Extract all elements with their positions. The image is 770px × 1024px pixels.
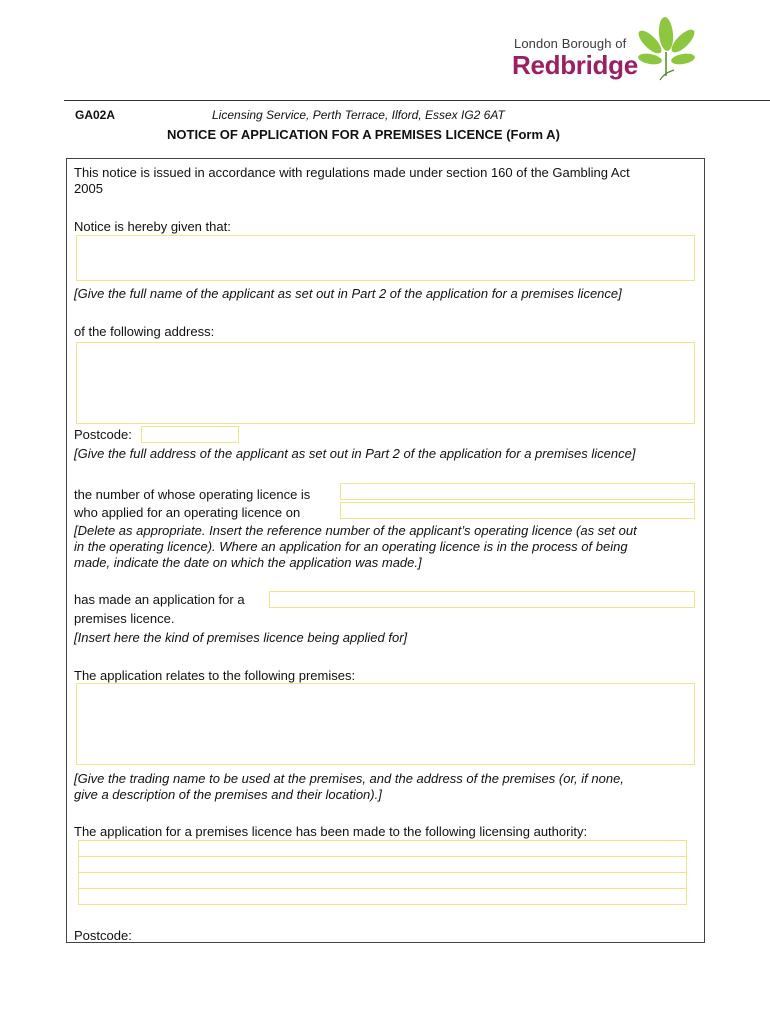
authority-line-4-field[interactable] xyxy=(78,888,687,905)
intro-text-line-2: 2005 xyxy=(74,181,103,196)
intro-text-line-1: This notice is issued in accordance with regulations made under section 160 of the Gambling Act xyxy=(74,165,630,180)
service-address: Licensing Service, Perth Terrace, Ilford, Essex IG2 6AT xyxy=(212,108,505,122)
operating-licence-hint-line-2: in the operating licence). Where an application for an operating licence is in the process of being xyxy=(74,539,628,554)
authority-line-3-field[interactable] xyxy=(78,872,687,889)
authority-postcode-label: Postcode: xyxy=(74,928,132,943)
operating-licence-hint-line-3: made, indicate the date on which the application was made.] xyxy=(74,555,422,570)
logo-line-1: London Borough of xyxy=(514,36,627,51)
premises-hint-line-1: [Give the trading name to be used at the premises, and the address of the premises (or, if none, xyxy=(74,771,624,786)
operating-licence-hint-line-1: [Delete as appropriate. Insert the reference number of the applicant’s operating licence (as set out xyxy=(74,523,637,538)
applicant-address-field[interactable] xyxy=(76,342,695,424)
operating-licence-date-field[interactable] xyxy=(340,502,695,519)
licence-kind-field[interactable] xyxy=(269,591,695,608)
premises-hint-line-2: give a description of the premises and their location).] xyxy=(74,787,382,802)
premises-field[interactable] xyxy=(76,683,695,765)
licensing-authority-label: The application for a premises licence has been made to the following licensing authority: xyxy=(74,824,588,839)
applicant-name-field[interactable] xyxy=(76,235,695,281)
applicant-name-hint: [Give the full name of the applicant as set out in Part 2 of the application for a premises licence] xyxy=(74,286,622,301)
page-title: NOTICE OF APPLICATION FOR A PREMISES LICENCE (Form A) xyxy=(167,127,560,142)
licence-kind-label-line-1: has made an application for a xyxy=(74,592,245,607)
notice-given-label: Notice is hereby given that: xyxy=(74,219,231,234)
operating-licence-applied-label: who applied for an operating licence on xyxy=(74,505,301,520)
applicant-postcode-field[interactable] xyxy=(141,426,239,443)
premises-label: The application relates to the following premises: xyxy=(74,668,356,683)
authority-line-2-field[interactable] xyxy=(78,856,687,873)
postcode-label: Postcode: xyxy=(74,427,132,442)
leaf-logo-icon xyxy=(628,14,704,90)
logo-redbridge: Redbridge xyxy=(512,50,638,80)
address-label: of the following address: xyxy=(74,324,215,339)
form-reference: GA02A xyxy=(75,108,116,122)
authority-line-1-field[interactable] xyxy=(78,840,687,857)
licence-kind-hint: [Insert here the kind of premises licence being applied for] xyxy=(74,630,408,645)
applicant-address-hint: [Give the full address of the applicant as set out in Part 2 of the application for a premises licence] xyxy=(74,446,636,461)
operating-licence-number-label: the number of whose operating licence is xyxy=(74,487,311,502)
operating-licence-number-field[interactable] xyxy=(340,483,695,500)
header-divider xyxy=(64,100,770,101)
licence-kind-label-line-2: premises licence. xyxy=(74,611,175,626)
